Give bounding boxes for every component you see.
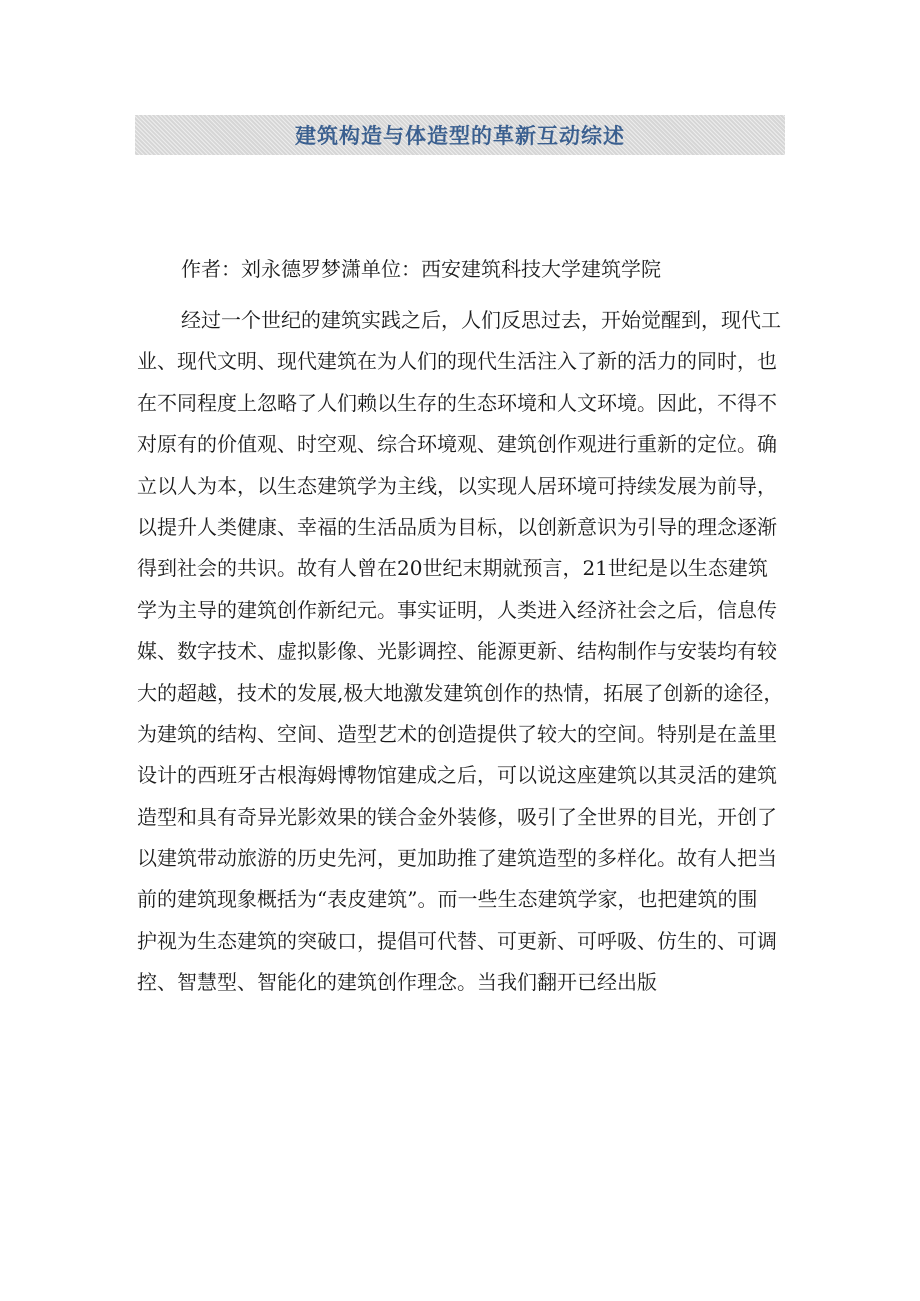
paragraph-line: 护视为生态建筑的突破口，提倡可代替、可更新、可呼吸、仿生的、可调 [137,928,777,953]
paragraph-line: 造型和具有奇异光影效果的镁合金外装修，吸引了全世界的目光，开创了 [137,804,777,829]
paragraph-line: 得到社会的共识。故有人曾在20世纪末期就预言，21世纪是以生态建筑 [137,556,768,581]
title-banner [135,115,785,155]
paragraph-line: 立以人为本，以生态建筑学为主线，以实现人居环境可持续发展为前导， [137,473,777,498]
paragraph-line: 媒、数字技术、虚拟影像、光影调控、能源更新、结构制作与安装均有较 [137,639,777,664]
paragraph-line: 设计的西班牙古根海姆博物馆建成之后，可以说这座建筑以其灵活的建筑 [137,763,777,788]
document-title: 建筑构造与体造型的革新互动综述 [295,124,625,148]
paragraph-line: 以建筑带动旅游的历史先河，更加助推了建筑造型的多样化。故有人把当 [137,846,777,871]
paragraph-line: 以提升人类健康、幸福的生活品质为目标，以创新意识为引导的理念逐渐 [137,514,777,539]
author-affiliation: 作者：刘永德罗梦潇单位：西安建筑科技大学建筑学院 [181,257,661,281]
paragraph-line: 为建筑的结构、空间、造型艺术的创造提供了较大的空间。特别是在盖里 [137,721,777,746]
paragraph-line: 对原有的价值观、时空观、综合环境观、建筑创作观进行重新的定位。确 [137,432,777,457]
paragraph-line: 前的建筑现象概括为“表皮建筑”。而一些生态建筑学家，也把建筑的围 [137,887,758,912]
paragraph-line: 经过一个世纪的建筑实践之后，人们反思过去，开始觉醒到，现代工 [181,308,781,332]
paragraph-line: 在不同程度上忽略了人们赖以生存的生态环境和人文环境。因此，不得不 [137,390,777,415]
paragraph-line: 大的超越，技术的发展,极大地激发建筑创作的热情，拓展了创新的途径， [137,680,784,705]
paragraph-line: 控、智慧型、智能化的建筑创作理念。当我们翻开已经出版 [137,970,657,995]
paragraph-line: 业、现代文明、现代建筑在为人们的现代生活注入了新的活力的同时，也 [137,349,777,374]
paragraph-line: 学为主导的建筑创作新纪元。事实证明，人类进入经济社会之后，信息传 [137,597,777,622]
body-paragraph [137,300,787,1004]
